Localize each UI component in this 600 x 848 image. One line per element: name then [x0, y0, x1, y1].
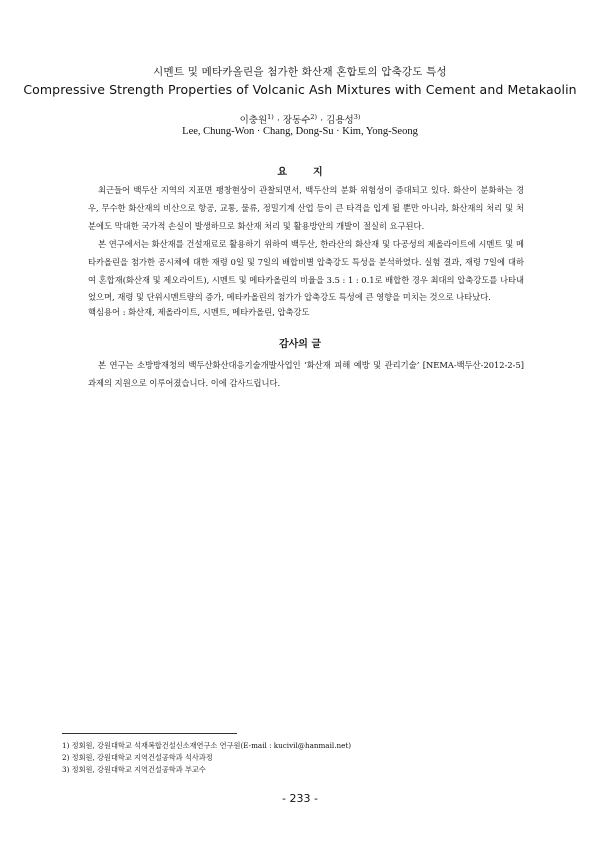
author-separator: · [273, 115, 283, 126]
abstract-paragraph: 본 연구에서는 화산재를 건설재료로 활용하기 위하여 백두산, 한라산의 화산재 및 다공성의 제올라이트에 시멘트 및 메타카올린을 첨가한 공시체에 대한 재령 0일 및 7일의 배합비별 압축강도 특성을 분석하였다. 실험 결과, 재령 7일에 대하여 혼합재(화산재 및 제오라이트), 시멘트 및 메타카올린의 비율을 3.5 : 1 : 0.1로 배합한 경우 최대의 압축강도를 나타내었으며, 재령 및 단위시멘트량의 증가, 메타카올린의 첨가가 압축강도 특성에 큰 영향을 미치는 것으로 나타났다. [88, 239, 524, 303]
abstract-heading: 요지 [277, 167, 349, 178]
footnote: 3) 정회원, 강원대학교 지역건설공학과 부교수 [62, 765, 206, 774]
footnote-divider [62, 733, 237, 734]
footnote: 1) 정회원, 강원대학교 석재복합건설신소재연구소 연구원(E-mail : kucivil@hanmail.net) [62, 741, 352, 750]
author-name: 김용성 [326, 115, 354, 126]
authors-english: Lee, Chung-Won · Chang, Dong-Su · Kim, Yong-Seong [182, 126, 418, 137]
acknowledgement-heading: 감사의 글 [278, 339, 322, 350]
author-mark: 1) [267, 112, 274, 121]
footnotes [62, 740, 542, 776]
acknowledgement-paragraph: 본 연구는 소방방재청의 백두산화산대응기술개발사업인 ‘화산재 피해 예방 및 관리기술’ [NEMA-백두산-2012-2-5]과제의 지원으로 이루어졌습니다. 이에 감사드립니다. [88, 360, 524, 388]
page-number: - 233 - [282, 792, 318, 805]
author-name: 장동수 [282, 115, 311, 126]
title-english: Compressive Strength Properties of Volcanic Ash Mixtures with Cement and Metakaolin [23, 82, 577, 97]
authors-korean [0, 112, 600, 126]
title-korean: 시멘트 및 메타카올린을 첨가한 화산재 혼합토의 압축강도 특성 [153, 66, 447, 78]
keywords: 핵심용어 : 화산재, 제올라이트, 시멘트, 메타카올린, 압축강도 [88, 307, 310, 317]
author-mark: 3) [353, 112, 361, 121]
author-name: 이충원 [239, 115, 268, 126]
abstract-paragraph: 최근들어 백두산 지역의 지표면 팽창현상이 관찰되면서, 백두산의 분화 위험성이 증대되고 있다. 화산이 분화하는 경우, 무수한 화산재의 비산으로 항공, 교통, 물류, 정밀기계 산업 등이 큰 타격을 입게 될 뿐만 아니라, 화산재의 처리 및 처분에도 막대한 국가적 손실이 발생하므로 화산재 처리 및 활용방안의 개발이 절실히 요구된다. [88, 185, 524, 231]
footnote: 2) 정회원, 강원대학교 지역건설공학과 석사과정 [62, 753, 213, 762]
author-mark: 2) [310, 112, 318, 121]
author-separator: · [317, 115, 327, 126]
